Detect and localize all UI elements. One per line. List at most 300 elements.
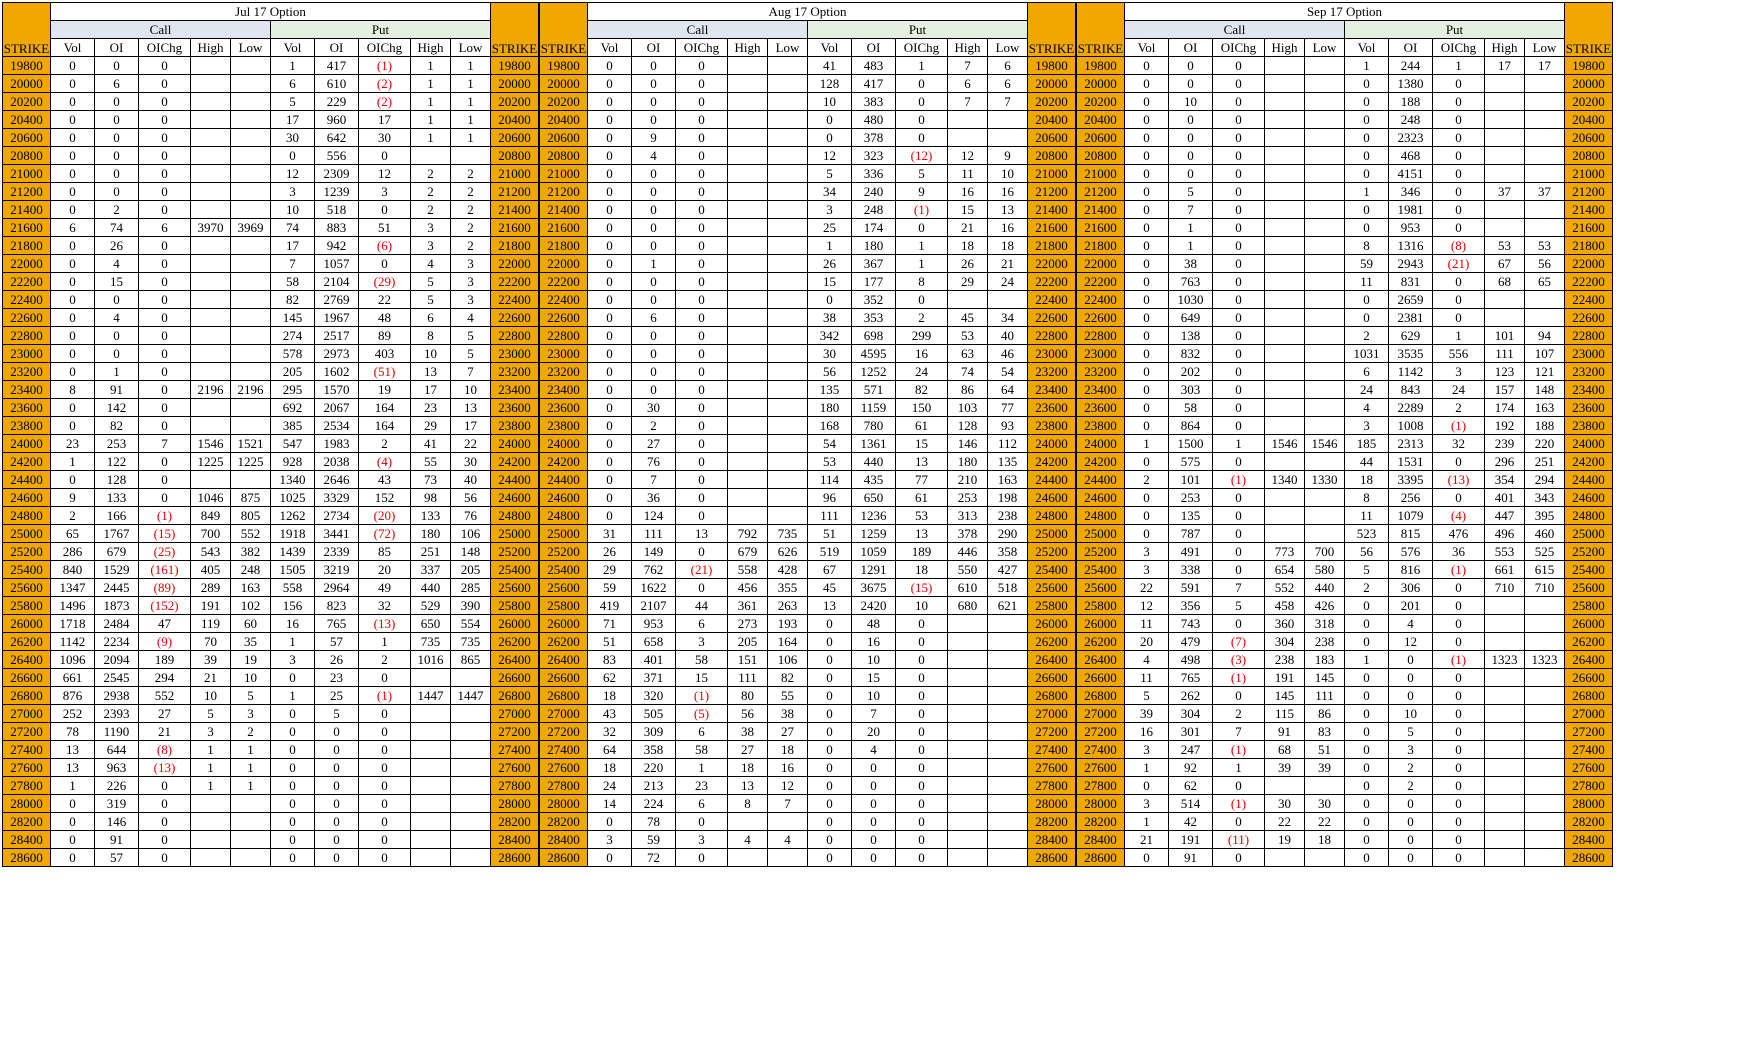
call-value: 658 [632, 633, 676, 651]
strike-value: 22600 [1028, 309, 1076, 327]
put-value: 698 [852, 327, 896, 345]
put-value: 735 [451, 633, 491, 651]
put-value: 150 [896, 399, 948, 417]
call-value: 0 [51, 345, 95, 363]
call-value: 426 [1305, 597, 1345, 615]
put-value: 6 [988, 75, 1028, 93]
put-value: 0 [896, 831, 948, 849]
put-value: 3 [1389, 741, 1433, 759]
call-value: 0 [139, 165, 191, 183]
table-row [1077, 381, 1613, 399]
put-value: 174 [1485, 399, 1525, 417]
table-row [3, 75, 539, 93]
call-value: 0 [588, 489, 632, 507]
strike-value: 20000 [540, 75, 588, 93]
put-value: 2323 [1389, 129, 1433, 147]
call-value: 0 [676, 129, 728, 147]
put-value: 0 [1345, 687, 1389, 705]
option-blocks-container [2, 2, 1751, 867]
call-value: 0 [1125, 237, 1169, 255]
put-col-vol: Vol [808, 39, 852, 57]
strike-value: 26200 [1565, 633, 1613, 651]
call-value: 38 [728, 723, 768, 741]
negative-value: (1) [1450, 417, 1467, 433]
put-value: 6 [988, 57, 1028, 75]
put-value: 4151 [1389, 165, 1433, 183]
call-value: 0 [51, 291, 95, 309]
call-value [1305, 129, 1345, 147]
put-value: 1570 [315, 381, 359, 399]
put-value: 0 [896, 633, 948, 651]
put-value [1525, 111, 1565, 129]
call-value: 0 [632, 111, 676, 129]
table-row [1077, 849, 1613, 867]
call-value: 1340 [1265, 471, 1305, 489]
call-value: 0 [51, 129, 95, 147]
strike-value: 21400 [540, 201, 588, 219]
put-value: 0 [359, 669, 411, 687]
put-value: 1 [1433, 57, 1485, 75]
call-value: 4 [95, 255, 139, 273]
table-row [3, 471, 539, 489]
put-value: 8 [1345, 489, 1389, 507]
call-value: 21 [191, 669, 231, 687]
put-value: 1016 [411, 651, 451, 669]
put-value [988, 615, 1028, 633]
put-value: 2 [411, 183, 451, 201]
put-value: 107 [1525, 345, 1565, 363]
put-value: 0 [896, 669, 948, 687]
put-value: 20 [359, 561, 411, 579]
put-value: 0 [1433, 201, 1485, 219]
put-value: 1142 [1389, 363, 1433, 381]
option-table [539, 2, 1076, 867]
call-value [1213, 669, 1265, 687]
put-value [1485, 759, 1525, 777]
put-value [1525, 633, 1565, 651]
call-value: 0 [51, 327, 95, 345]
put-value: 2964 [315, 579, 359, 597]
call-value: 0 [1125, 75, 1169, 93]
strike-value: 22800 [1565, 327, 1613, 345]
call-value: 1 [632, 255, 676, 273]
strike-value: 19800 [491, 57, 539, 75]
call-value: 289 [191, 579, 231, 597]
strike-value: 21800 [1077, 237, 1125, 255]
strike-header-right: STRIKE [491, 3, 539, 57]
put-value: 16 [988, 183, 1028, 201]
put-value: 928 [271, 453, 315, 471]
put-value: 3329 [315, 489, 359, 507]
put-value: 16 [852, 633, 896, 651]
strike-value: 25600 [3, 579, 51, 597]
put-value: 0 [1345, 777, 1389, 795]
call-value: 0 [139, 345, 191, 363]
put-value: 12 [948, 147, 988, 165]
call-value: 0 [588, 147, 632, 165]
strike-value: 20200 [1565, 93, 1613, 111]
strike-value: 22200 [1565, 273, 1613, 291]
strike-value: 24600 [491, 489, 539, 507]
strike-value: 24000 [491, 435, 539, 453]
call-value: 505 [632, 705, 676, 723]
call-col-oichg: OIChg [1213, 39, 1265, 57]
call-value: 0 [51, 183, 95, 201]
table-row [3, 111, 539, 129]
put-value: 378 [948, 525, 988, 543]
call-value: 23 [676, 777, 728, 795]
call-value: 0 [588, 381, 632, 399]
call-value: 552 [1265, 579, 1305, 597]
call-header: Call [588, 21, 808, 39]
put-value: 163 [1525, 399, 1565, 417]
put-value [988, 759, 1028, 777]
strike-value: 25400 [1565, 561, 1613, 579]
put-value: 0 [808, 291, 852, 309]
call-value: 71 [588, 615, 632, 633]
call-value: 145 [1305, 669, 1345, 687]
table-row [3, 723, 539, 741]
strike-value: 21200 [540, 183, 588, 201]
call-value: 0 [588, 849, 632, 867]
put-value [451, 705, 491, 723]
call-value: 119 [191, 615, 231, 633]
put-value: 1259 [852, 525, 896, 543]
strike-value: 23600 [1077, 399, 1125, 417]
table-row [540, 111, 1076, 129]
strike-value: 25200 [1077, 543, 1125, 561]
put-value: 2 [451, 201, 491, 219]
put-value: 0 [271, 705, 315, 723]
put-value: 571 [852, 381, 896, 399]
strike-value: 26400 [1565, 651, 1613, 669]
call-value: 0 [95, 147, 139, 165]
strike-value: 24400 [1565, 471, 1613, 489]
put-value: 205 [451, 561, 491, 579]
call-col-vol: Vol [51, 39, 95, 57]
put-value: 106 [451, 525, 491, 543]
call-value: 146 [95, 813, 139, 831]
call-value: 304 [1265, 633, 1305, 651]
strike-value: 26400 [491, 651, 539, 669]
table-row [540, 201, 1076, 219]
put-value: 367 [852, 255, 896, 273]
call-value: 22 [1305, 813, 1345, 831]
put-value [411, 705, 451, 723]
strike-value: 21800 [1565, 237, 1613, 255]
put-value [411, 759, 451, 777]
put-value [948, 795, 988, 813]
put-value: 815 [1389, 525, 1433, 543]
put-value: 180 [852, 237, 896, 255]
strike-value: 22600 [3, 309, 51, 327]
put-value: 157 [1485, 381, 1525, 399]
call-value [191, 237, 231, 255]
put-value: 285 [451, 579, 491, 597]
put-value: 447 [1485, 507, 1525, 525]
call-header: Call [51, 21, 271, 39]
put-value: 576 [1389, 543, 1433, 561]
strike-value: 25400 [1077, 561, 1125, 579]
call-value: 0 [1125, 201, 1169, 219]
put-value [1485, 795, 1525, 813]
put-value: 3535 [1389, 345, 1433, 363]
put-value [1525, 165, 1565, 183]
call-value: 0 [51, 237, 95, 255]
strike-value: 22000 [1028, 255, 1076, 273]
put-value: 30 [808, 345, 852, 363]
call-value: 0 [1213, 111, 1265, 129]
put-value: 0 [896, 759, 948, 777]
strike-value: 25600 [540, 579, 588, 597]
call-value: 65 [51, 525, 95, 543]
negative-value: (161) [150, 561, 179, 577]
put-value: 296 [1485, 453, 1525, 471]
strike-value: 21600 [540, 219, 588, 237]
call-value: 68 [1265, 741, 1305, 759]
table-row [1077, 543, 1613, 561]
strike-value: 21200 [3, 183, 51, 201]
call-value [191, 795, 231, 813]
strike-value: 26400 [3, 651, 51, 669]
table-row [1077, 291, 1613, 309]
put-value: 8 [1345, 237, 1389, 255]
negative-value: (1) [156, 507, 173, 523]
put-value: 12 [271, 165, 315, 183]
call-value: 765 [1169, 669, 1213, 687]
put-value [1485, 75, 1525, 93]
table-row [3, 291, 539, 309]
call-value [191, 363, 231, 381]
call-value [139, 579, 191, 597]
put-value: 85 [359, 543, 411, 561]
put-value: 17 [1525, 57, 1565, 75]
table-row [540, 813, 1076, 831]
put-value: 1 [271, 687, 315, 705]
strike-value: 26600 [1565, 669, 1613, 687]
put-value: 0 [1433, 309, 1485, 327]
call-value: 80 [728, 687, 768, 705]
table-row [1077, 183, 1613, 201]
put-value: 0 [359, 147, 411, 165]
strike-value: 23000 [1565, 345, 1613, 363]
call-value: 0 [1125, 777, 1169, 795]
put-value [988, 633, 1028, 651]
call-value: 591 [1169, 579, 1213, 597]
put-value: 553 [1485, 543, 1525, 561]
put-value [1525, 129, 1565, 147]
put-value: 0 [1433, 777, 1485, 795]
call-value: 558 [728, 561, 768, 579]
strike-value: 26800 [540, 687, 588, 705]
put-value: 1447 [451, 687, 491, 705]
strike-value: 26000 [1077, 615, 1125, 633]
table-row [1077, 471, 1613, 489]
table-row [3, 507, 539, 525]
put-value: 0 [896, 615, 948, 633]
put-value [411, 147, 451, 165]
call-value [728, 363, 768, 381]
put-value: 0 [1389, 795, 1433, 813]
put-col-low: Low [988, 39, 1028, 57]
strike-value: 28600 [1077, 849, 1125, 867]
call-value [191, 273, 231, 291]
table-row [1077, 147, 1613, 165]
call-value [1305, 183, 1345, 201]
call-value [1265, 525, 1305, 543]
call-value: 832 [1169, 345, 1213, 363]
put-value [1525, 705, 1565, 723]
call-value [231, 201, 271, 219]
put-value: 0 [271, 723, 315, 741]
negative-value: (8) [156, 741, 173, 757]
put-value: 0 [315, 759, 359, 777]
put-value: 2309 [315, 165, 359, 183]
call-header: Call [1125, 21, 1345, 39]
call-value: 0 [95, 165, 139, 183]
call-value: 0 [676, 579, 728, 597]
negative-value: (2) [376, 75, 393, 91]
strike-value: 20600 [1028, 129, 1076, 147]
put-value: 0 [1345, 75, 1389, 93]
put-value: 519 [808, 543, 852, 561]
strike-value: 24800 [1028, 507, 1076, 525]
strike-value: 25000 [3, 525, 51, 543]
call-value [728, 237, 768, 255]
call-value: 4 [632, 147, 676, 165]
put-value: 1 [1345, 651, 1389, 669]
put-value: 13 [896, 525, 948, 543]
call-value: 0 [588, 327, 632, 345]
strike-value: 25000 [540, 525, 588, 543]
call-value [1265, 111, 1305, 129]
call-value: 700 [1305, 543, 1345, 561]
call-value: 0 [588, 201, 632, 219]
call-value: 166 [95, 507, 139, 525]
call-value: 4 [1125, 651, 1169, 669]
put-value: 10 [411, 345, 451, 363]
put-value: 313 [948, 507, 988, 525]
call-value: 679 [728, 543, 768, 561]
put-value [1485, 741, 1525, 759]
strike-value: 22600 [491, 309, 539, 327]
call-value: 0 [588, 75, 632, 93]
call-value: 145 [1265, 687, 1305, 705]
put-col-high: High [411, 39, 451, 57]
put-col-high: High [948, 39, 988, 57]
call-value: 0 [139, 183, 191, 201]
put-value: 114 [808, 471, 852, 489]
put-value: 2 [1433, 399, 1485, 417]
put-value: 64 [988, 381, 1028, 399]
put-value: 11 [1345, 507, 1389, 525]
call-value: 371 [632, 669, 676, 687]
table-row [540, 777, 1076, 795]
put-value: 56 [451, 489, 491, 507]
call-value: 8 [51, 381, 95, 399]
put-value [1525, 687, 1565, 705]
call-value [1305, 75, 1345, 93]
put-value: 0 [808, 615, 852, 633]
call-value: 0 [139, 111, 191, 129]
put-value [359, 273, 411, 291]
put-value: 780 [852, 417, 896, 435]
put-value [896, 201, 948, 219]
call-value [676, 687, 728, 705]
call-value: 56 [728, 705, 768, 723]
put-value: 7 [451, 363, 491, 381]
put-value: 0 [1433, 813, 1485, 831]
call-value: 1 [1125, 759, 1169, 777]
call-value: 1 [231, 741, 271, 759]
put-value [359, 57, 411, 75]
put-value: 0 [1389, 687, 1433, 705]
call-value: 700 [191, 525, 231, 543]
table-row [540, 165, 1076, 183]
call-value [191, 831, 231, 849]
put-value: 295 [271, 381, 315, 399]
call-value: 1046 [191, 489, 231, 507]
call-value: 16 [768, 759, 808, 777]
put-value: 823 [315, 597, 359, 615]
strike-value: 21800 [540, 237, 588, 255]
table-row [1077, 561, 1613, 579]
call-value: 1347 [51, 579, 95, 597]
call-value [1305, 255, 1345, 273]
call-value: 253 [95, 435, 139, 453]
call-value [768, 237, 808, 255]
call-value: 0 [1125, 291, 1169, 309]
call-value: 0 [588, 291, 632, 309]
put-value: 0 [1345, 129, 1389, 147]
call-value [768, 111, 808, 129]
call-value: 191 [191, 597, 231, 615]
put-value: 3 [808, 201, 852, 219]
call-value: 0 [139, 417, 191, 435]
put-value: 0 [896, 741, 948, 759]
put-value: 0 [1433, 75, 1485, 93]
call-value: 0 [95, 327, 139, 345]
call-value: 1030 [1169, 291, 1213, 309]
put-value: 24 [1345, 381, 1389, 399]
call-value: 2545 [95, 669, 139, 687]
put-value: 0 [1345, 615, 1389, 633]
call-value: 0 [1213, 525, 1265, 543]
call-value: 39 [1265, 759, 1305, 777]
put-value: 51 [359, 219, 411, 237]
call-value: 361 [728, 597, 768, 615]
strike-value: 22000 [540, 255, 588, 273]
put-value [1525, 309, 1565, 327]
call-value: 18 [1305, 831, 1345, 849]
put-value [1525, 93, 1565, 111]
call-value: 82 [768, 669, 808, 687]
call-value: 840 [51, 561, 95, 579]
table-row [3, 831, 539, 849]
strike-value: 28400 [1565, 831, 1613, 849]
call-value [768, 345, 808, 363]
table-row [3, 309, 539, 327]
put-value: 21 [988, 255, 1028, 273]
put-value: 558 [271, 579, 315, 597]
table-row [540, 147, 1076, 165]
call-value: 0 [51, 363, 95, 381]
put-value: 5 [1389, 723, 1433, 741]
call-value [231, 309, 271, 327]
call-value: 763 [1169, 273, 1213, 291]
table-row [1077, 831, 1613, 849]
put-value [1433, 417, 1485, 435]
